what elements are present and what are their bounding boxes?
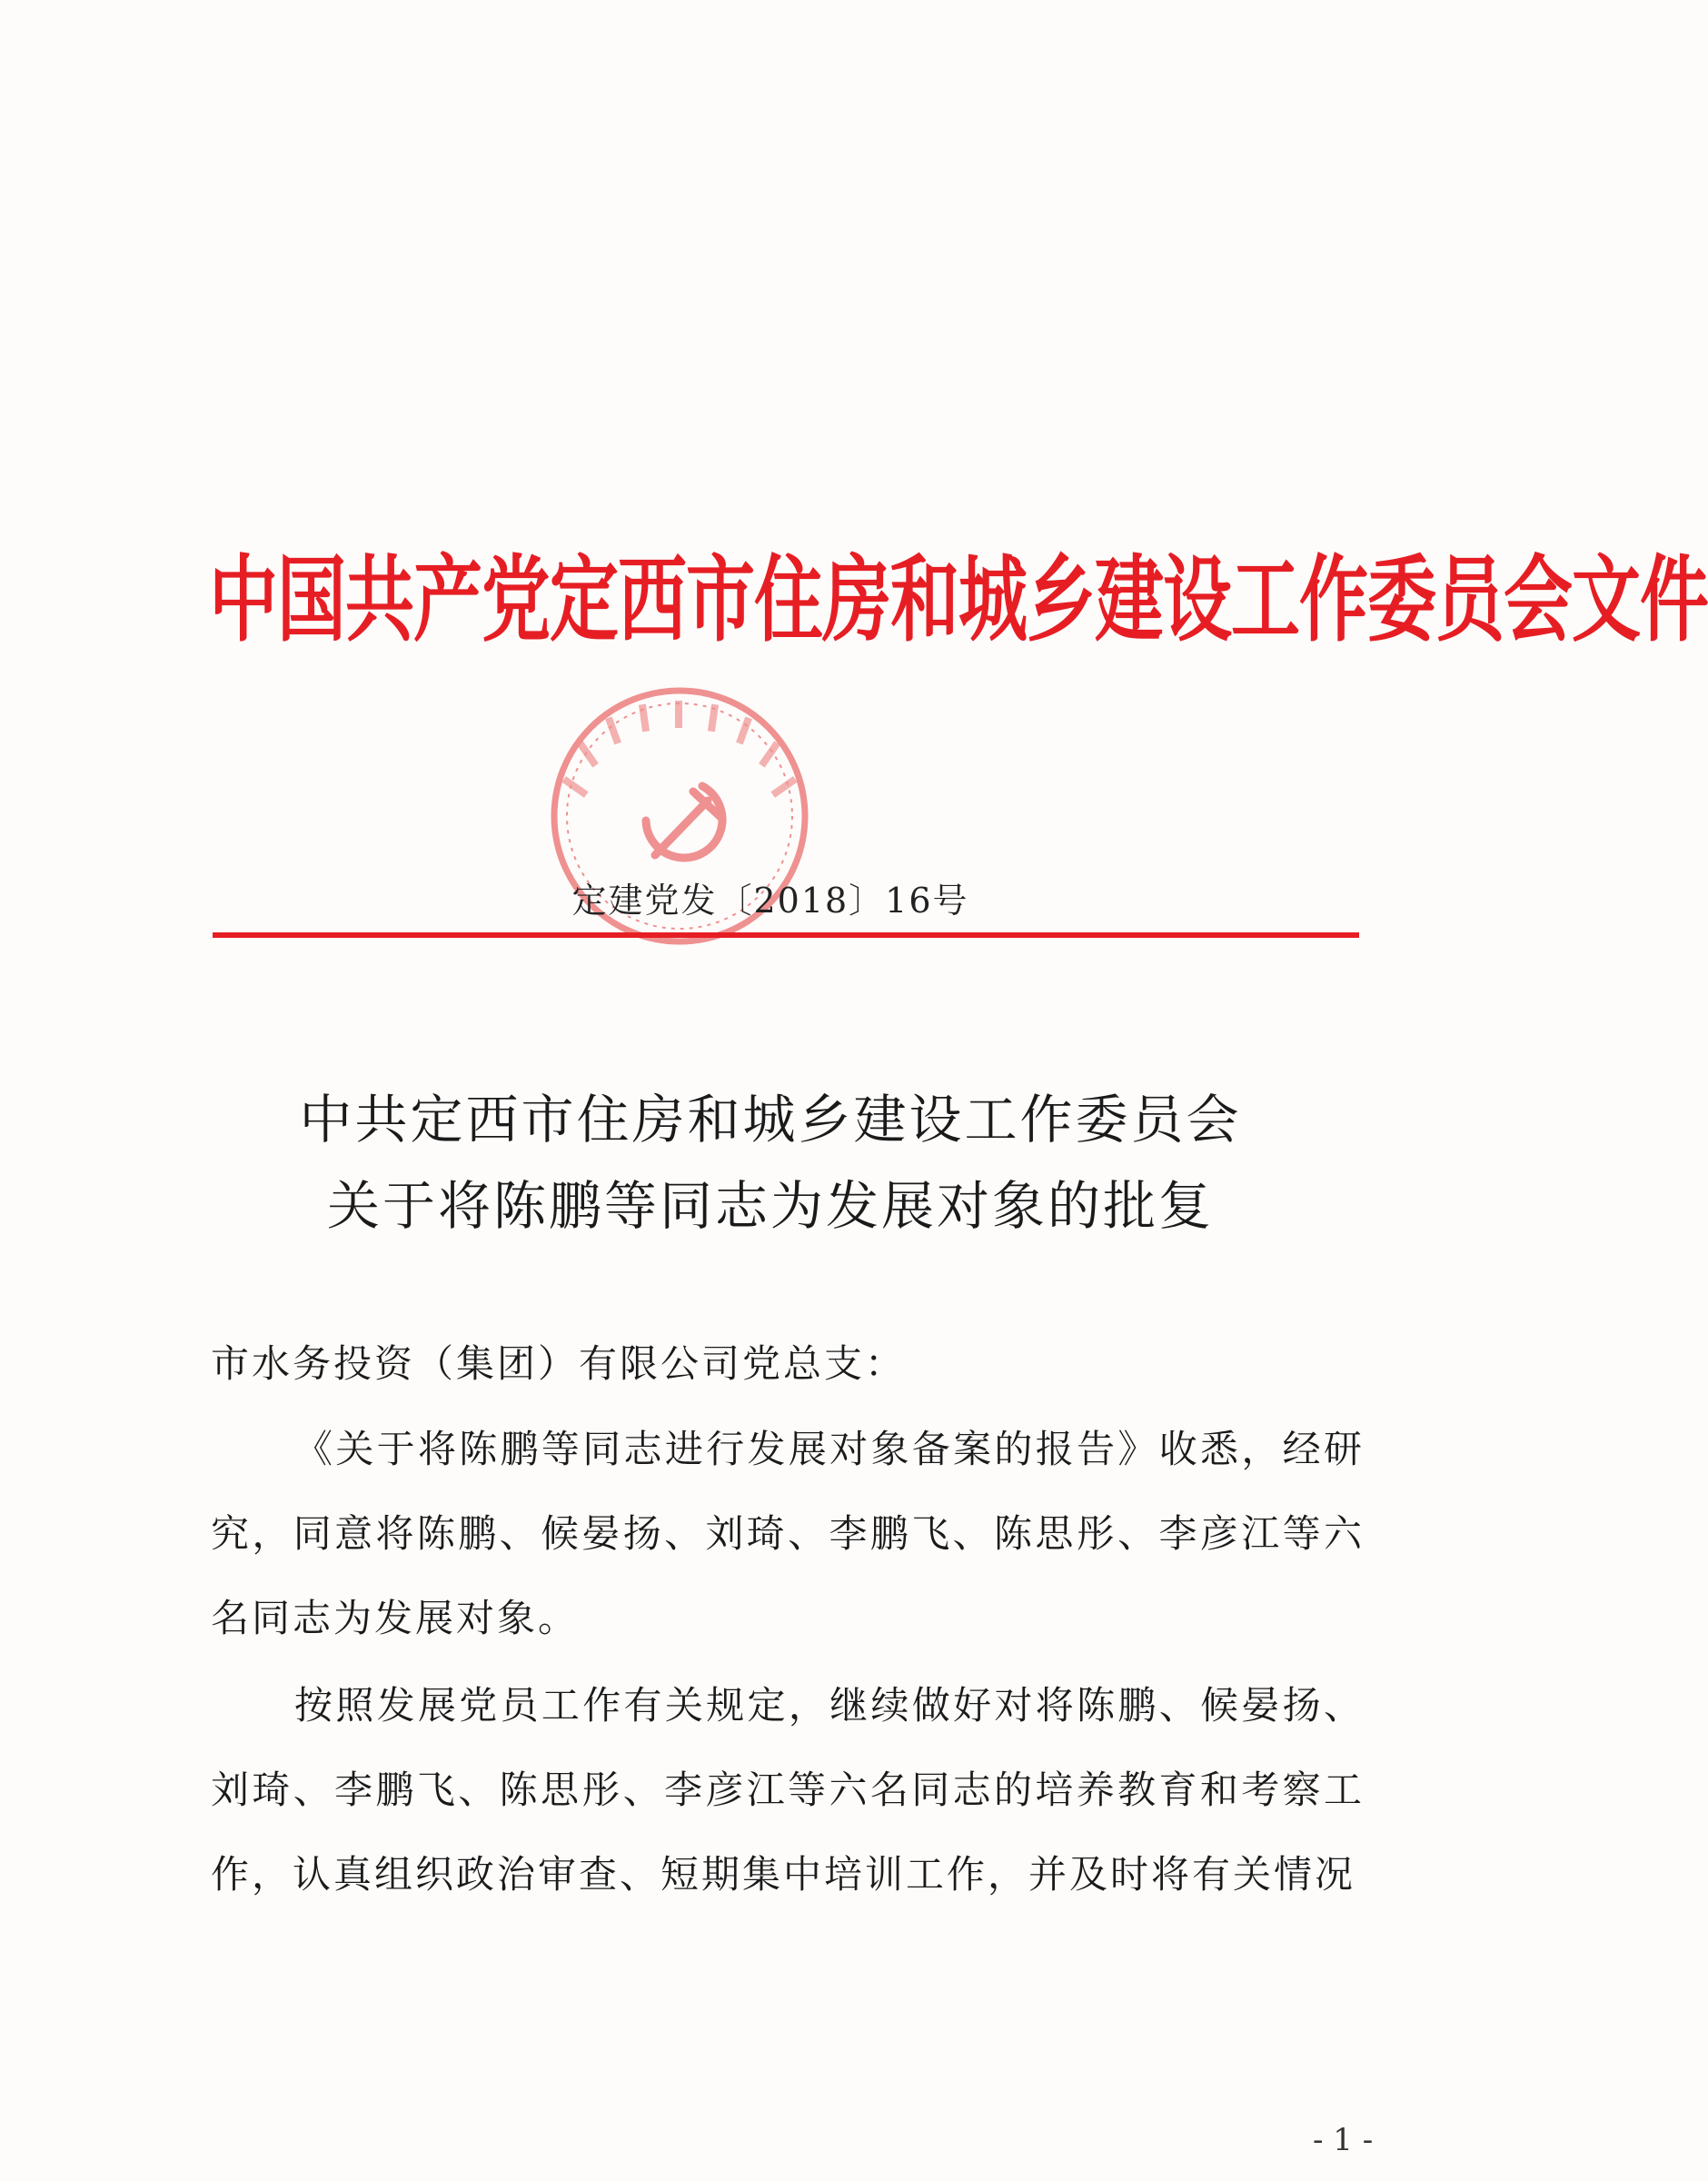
document-title-line-2: 关于将陈鹏等同志为发展对象的批复 xyxy=(326,1175,1214,1237)
body-paragraph-1: 《关于将陈鹏等同志进行发展对象备案的报告》收悉，经研究，同意将陈鹏、候晏扬、刘琦、李鹏飞、陈思彤、李彦江等六名同志为发展对象。 xyxy=(211,1427,1365,1640)
document-title-line-1: 中共定西市住房和城乡建设工作委员会 xyxy=(299,1089,1242,1150)
body-paragraph-2: 按照发展党员工作有关规定，继续做好对将陈鹏、候晏扬、刘琦、李鹏飞、陈思彤、李彦江等六名同志的培养教育和考察工作，认真组织政治审查、短期集中培训工作，并及时将有关情况 xyxy=(211,1683,1365,1897)
document-number: 定建党发〔2018〕16号 xyxy=(571,881,969,921)
page-number: - 1 - xyxy=(1313,2122,1374,2158)
red-letterhead-title: 中国共产党定西市住房和城乡建设工作委员会文件 xyxy=(209,544,1708,654)
red-divider-line xyxy=(213,932,1359,938)
salutation: 市水务投资（集团）有限公司党总支： xyxy=(211,1341,907,1386)
hammer-sickle-icon xyxy=(646,786,722,858)
